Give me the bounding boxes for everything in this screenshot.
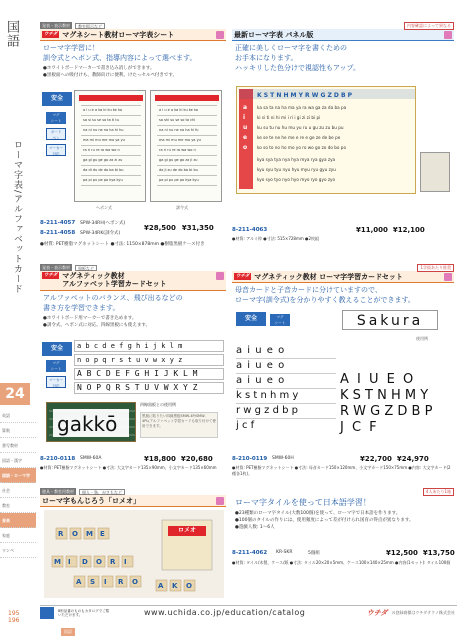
feature-tag: マグ シート (46, 360, 66, 372)
price-ex-tax: ¥18,800 (144, 454, 176, 463)
nav-item[interactable]: 算数 (0, 423, 36, 438)
product-model: SPW-34RH(ヘボン式) (80, 220, 126, 226)
price-row (386, 548, 455, 557)
lead-text: ローマ字学習に！ 訓令式とヘボン式、指導内容によって選べます。 (43, 44, 197, 62)
bullet-list (40, 315, 226, 329)
footer-note: 8桁品番のものもカタログでご覧いただけます。 (58, 608, 110, 617)
price-row (360, 454, 429, 463)
sidebar-nav (0, 408, 36, 558)
nav-item[interactable]: 教室 (0, 498, 36, 513)
svg-text:ke se te ne he me e re e ge: ke se te ne he me e re e ge ze de be pe (257, 135, 341, 140)
category-tag-sub: 個人・塾、がさもなど (79, 489, 125, 495)
bullet-list (232, 510, 452, 531)
sidebar-subtitle: ローマ字表/アルファベットカード (12, 140, 22, 295)
card-row: R W G Z D B P (340, 404, 433, 419)
category-row (232, 264, 454, 271)
example-note: 四線黒板との使用例 (140, 402, 176, 407)
product-row (232, 225, 272, 234)
svg-text:da di du de do ba bi bu: da di du de do ba bi bu (83, 168, 124, 172)
svg-text:I: I (68, 558, 71, 566)
svg-text:ka sa ta na ha ma ya ra wa ga: ka sa ta na ha ma ya ra wa ga za da ba pa (257, 105, 347, 110)
lowercase-row: a b c d e f g h i j k l m (74, 340, 224, 352)
svg-text:ma mi mu me mo ya yu: ma mi mu me mo ya yu (83, 138, 125, 142)
lead-text: ローマ字タイルを使って日本語学習！ (235, 498, 371, 507)
uppercase-row: N O P Q R S T U V W X Y Z (74, 382, 224, 394)
product-title (40, 495, 226, 507)
product-panel-romaji-sheet (40, 22, 226, 254)
nav-item[interactable]: 社会 (0, 483, 36, 498)
lowercase-cards (74, 340, 224, 394)
svg-text:kyu syu tyu nyu hyu myu ryu gy: kyu syu tyu nyu hyu myu ryu gyu zyu (257, 167, 336, 172)
lead-text: 母音カードと子音カードに分けていますので、 ローマ字(訓令式)を分かりやすく教えることができます。 (235, 286, 415, 304)
nav-item[interactable]: 書写教材 (0, 438, 36, 453)
nav-item[interactable]: 家庭 (0, 528, 36, 543)
category-tag: 発表・表示教材 (42, 265, 70, 270)
product-title (40, 29, 226, 41)
svg-text:R: R (110, 558, 116, 566)
bullet-item: ●黒板面への吸付けも、教師向けに便利。けたっセルペ付きです。 (43, 73, 178, 78)
page-number (8, 610, 19, 624)
svg-text:ga gi gu ge go za ji zu: ga gi gu ge go za ji zu (159, 158, 198, 162)
svg-text:pa pi pu pe po kya kyu: pa pi pu pe po kya kyu (83, 178, 123, 182)
product-panel-romaji-cards (232, 264, 454, 482)
four-line-board-graphic (47, 403, 137, 443)
svg-text:u: u (243, 124, 248, 131)
svg-text:sa si su se so ta ti tu: sa si su se so ta ti tu (83, 118, 119, 122)
price-ex-tax: ¥28,500 (144, 223, 176, 232)
page-number-bottom: 196 (8, 617, 20, 624)
svg-text:a i u e o ka ki ku ke ko: a i u e o ka ki ku ke ko (83, 108, 122, 112)
lead-text: アルファベットのバランス、飛び出るなどの 書き方を学習できます。 (43, 294, 183, 312)
price-in-tax: ¥31,350 (181, 223, 214, 232)
product-title-text: マグネシート教材ローマ字表シート (62, 30, 175, 39)
romaji-sheet-image-2 (150, 90, 222, 202)
feature-tag: ボード ペン (46, 128, 66, 140)
trademark-note: の登録商標はウチダテクノ株式会社 (391, 609, 455, 615)
pin-icon (444, 273, 452, 281)
product-code: 8-211-4063 (232, 226, 268, 233)
upper-cards (340, 372, 450, 436)
svg-text:a i u e o ka ki ku ke ko: a i u e o ka ki ku ke ko (159, 108, 198, 112)
pin-icon (216, 31, 224, 39)
spec-text: ●材質: PET樹脂マグネットシート ●寸法: 1150×878mm ●樹脂黒板ケース付き (40, 242, 205, 247)
catalog-url-link[interactable]: www.uchida.co.jp/education/catalog (144, 608, 306, 617)
svg-text:I: I (104, 578, 107, 586)
bullet-item: ●ホワイトボードマーカーで書き込み消しができます。 (43, 66, 155, 71)
label-hepburn: ヘボン式 (96, 205, 112, 210)
pin-icon (216, 272, 224, 280)
flag-tag: 内容確認によって異なる (404, 22, 454, 30)
svg-text:i: i (243, 114, 246, 121)
safety-badge: 安全 (236, 312, 266, 326)
bottom-category-tag: 国語 (61, 628, 75, 636)
nav-item[interactable]: ワンペ (0, 543, 36, 558)
product-code: 8-211-4062 (232, 549, 268, 556)
lower-cards (236, 344, 336, 433)
product-panel-romeo-game (40, 488, 454, 602)
example-caption: 黒板に貼りたい四線黒板SMW-4P/SMW-4PL(アルファベット学習カードも取り付けて使用できます。 (140, 412, 218, 438)
card-row: j c f (236, 420, 255, 431)
product-title (232, 29, 454, 41)
spec-text: ●材質: タイル/木製、ケース/紙 ●寸法: タイル20×20×5mm、ケース100×140×25mm ●内容(1セット): タイル100個 (232, 560, 451, 565)
price-in-tax: ¥24,970 (396, 454, 429, 463)
category-tag-sub: 教室掲示など (75, 23, 105, 29)
card-row: k s t n h m y (236, 389, 336, 404)
price-ex-tax: ¥12,500 (386, 548, 418, 557)
svg-text:pa pi pu pe po kya kyu: pa pi pu pe po kya kyu (159, 178, 199, 182)
product-code: 8-211-4058 (40, 229, 76, 236)
footer-logo (40, 607, 54, 619)
product-model: SPW-34RK(訓令式) (80, 230, 121, 236)
card-row: a i u e o (236, 359, 336, 374)
usage-label: 使用例 (416, 336, 428, 341)
romaji-sheet-graphic (151, 91, 223, 203)
pin-icon (444, 31, 452, 39)
svg-text:A: A (76, 578, 82, 586)
sidebar-title: 国語 (4, 20, 19, 48)
nav-item-active[interactable]: 音楽 (0, 513, 36, 528)
svg-text:R: R (58, 530, 64, 538)
feature-tag: マーカー 対応 (46, 144, 66, 156)
product-qty: 5個組 (308, 550, 320, 556)
romaji-panel-image (236, 86, 416, 194)
category-tag: 遊具・教室用教材 (42, 489, 74, 494)
product-panel-alphabet-cards (40, 264, 226, 482)
category-tag: 発表・表示教材 (42, 23, 70, 28)
price-ex-tax: ¥22,700 (360, 454, 392, 463)
product-row (40, 218, 140, 227)
svg-text:na ni nu ne no ha hi hu: na ni nu ne no ha hi hu (83, 128, 124, 132)
category-row (232, 22, 454, 29)
pin-icon (216, 497, 224, 505)
svg-text:S: S (90, 578, 96, 586)
svg-text:ra ri ru re ro wa wo n: ra ri ru re ro wa wo n (83, 148, 120, 152)
price-row (356, 225, 425, 234)
price-in-tax: ¥20,680 (180, 454, 213, 463)
romaji-sheet-image (74, 90, 146, 202)
sakura-word: Sakura (342, 310, 438, 330)
bullet-item: ●訓令式、ヘボン式に対応。四線黒板にも使えます。 (43, 323, 151, 328)
svg-text:A: A (158, 582, 164, 590)
brand-logo: ウチダ (44, 273, 58, 278)
svg-text:R: R (118, 578, 124, 586)
product-title-text: マグネティック教材 アルファベット学習カードセット (62, 272, 167, 288)
price-in-tax: ¥12,100 (392, 225, 425, 234)
card-row: a i u e o (236, 374, 336, 389)
svg-text:ra ri ru re ro wa wo n: ra ri ru re ro wa wo n (159, 148, 196, 152)
product-row (232, 548, 330, 557)
usage-example-image (420, 152, 450, 192)
spec-text: ●材質: PET樹脂マグネットシート ●寸法: 母音カード150×120mm、小文字カード150×75mm ●内容: 大文字カード(2種各1枚)、 (232, 465, 451, 476)
brand-logo: ウチダ (236, 274, 250, 279)
bullet-item: ●遊戯人数: 1～6人 (235, 525, 275, 530)
section-number: 24 (0, 383, 30, 405)
four-line-board-example (46, 402, 136, 442)
product-code: 8-210-0119 (232, 455, 268, 462)
svg-text:D: D (82, 558, 88, 566)
safety-badge: 安全 (42, 342, 72, 356)
svg-text:K S T N H M Y R W G Z D B P: K S T N H M Y R W G Z D B P (257, 92, 353, 99)
bullet-item: ●ホワイトボード用マーカーで書き込めます。 (43, 316, 137, 321)
svg-text:e: e (243, 134, 248, 141)
svg-text:a: a (243, 104, 248, 111)
svg-text:kya sya tya nya hya mya rya gy: kya sya tya nya hya mya rya gya zya (257, 157, 336, 162)
product-row (40, 228, 140, 237)
svg-text:K: K (172, 582, 178, 590)
bullet-item: ●23種類のローマ字タイル(大数100個)を使って、ローマ字で日本語を作ります。 (235, 511, 401, 516)
product-title-text: 最新ローマ字表 パネル版 (234, 30, 314, 39)
price-ex-tax: ¥11,000 (356, 225, 388, 234)
product-model: SMW-60H (272, 456, 294, 461)
svg-text:ki si ti ni hi mi i ri i g: ki si ti ni hi mi i ri i gi zi zi bi pi (257, 115, 321, 120)
svg-text:ku su tu nu hu mu yu ru u gu: ku su tu nu hu mu yu ru u gu zu zu bu pu (257, 125, 344, 130)
product-model: KR-SKR (276, 550, 293, 555)
lead-text: 正確に美しくローマ字を書くための お手本になります。 ハッキリした色分けで視認性もアップ。 (235, 44, 360, 72)
nav-item[interactable]: 国語・漢字 (0, 453, 36, 468)
nav-item-active[interactable]: 国語・ローマ字 (0, 468, 36, 483)
safety-badge: 安全 (42, 92, 72, 106)
svg-text:I: I (124, 558, 127, 566)
card-row: a i u e o (236, 344, 336, 359)
flag-tag: 1学級あたり推奨 (417, 264, 454, 272)
bullet-list (40, 65, 226, 79)
page-footer (40, 605, 457, 619)
category-row (40, 264, 226, 271)
svg-text:ga gi gu ge go za zi zu: ga gi gu ge go za zi zu (83, 158, 123, 162)
price-in-tax: ¥13,750 (422, 548, 455, 557)
bullet-item: ●100個のタイルの作りには、使用頻度によって差が付けられ国育の得点が異なります。 (235, 518, 414, 523)
feature-tag: マーカー 対応 (46, 376, 66, 388)
product-title (232, 271, 454, 283)
romeo-tiles-image (44, 510, 224, 598)
svg-text:O: O (96, 558, 102, 566)
example-word: gakkō (57, 412, 118, 436)
svg-text:ko so to no ho mo yo ro wo go: ko so to no ho mo yo ro wo go zo do bo po (257, 145, 347, 150)
price-row (144, 454, 213, 463)
product-code: 8-210-0118 (40, 455, 76, 462)
uppercase-row: A B C D E F G H I J K L M (74, 368, 224, 380)
romeo-tiles-graphic (44, 510, 224, 598)
svg-text:O: O (186, 582, 192, 590)
svg-text:M: M (86, 530, 93, 538)
sidebar (0, 0, 36, 639)
lowercase-row: n o p q r s t u v w x y z (74, 354, 224, 366)
card-row: r w g z d b p (236, 404, 336, 419)
product-model: SMW-60A (80, 456, 102, 461)
spec-text: ●材質: アルミ枠 ●寸法: 515×728mm ●2枚組 (232, 236, 320, 241)
category-tag-sub: 黒板など (75, 265, 97, 271)
svg-text:da ji zu de do ba bi bu: da ji zu de do ba bi bu (159, 168, 198, 172)
svg-text:M: M (54, 558, 61, 566)
svg-text:O: O (72, 530, 78, 538)
box-label: ロメオ (177, 527, 196, 534)
romaji-sheet-graphic (75, 91, 147, 203)
card-row: J C F (340, 420, 379, 435)
card-row: A I U E O (340, 372, 416, 387)
romaji-panel-graphic (237, 87, 417, 195)
product-row (40, 454, 140, 463)
product-panel-romaji-panel (232, 22, 454, 254)
spec-text: ●材質: PET樹脂マグネットシート ●寸法: 大文字カード135×90mm、小文字カード135×60mm (40, 465, 217, 470)
nav-item[interactable]: 英語 (0, 408, 36, 423)
product-code: 8-211-4057 (40, 219, 76, 226)
svg-text:kyo syo tyo nyo hyo myo ryo gy: kyo syo tyo nyo hyo myo ryo gyo zyo (257, 177, 336, 182)
flag-tag: 4人あたり1箱 (423, 488, 454, 496)
svg-text:na ni nu ne no ha hi fu: na ni nu ne no ha hi fu (159, 128, 199, 132)
product-title-text: マグネティック教材 ローマ字学習カードセット (254, 272, 403, 281)
svg-text:O: O (132, 578, 138, 586)
category-row (40, 22, 226, 29)
svg-text:ma mi mu me mo ya yu: ma mi mu me mo ya yu (159, 138, 201, 142)
product-row (232, 454, 332, 463)
svg-text:o: o (243, 144, 248, 151)
feature-tag: マグ シート (270, 314, 290, 326)
svg-text:E: E (100, 530, 105, 538)
product-title-text: ローマ字もんじろう「ロメオ」 (42, 496, 140, 505)
brand-logo: ウチダ (44, 32, 58, 37)
product-title (40, 271, 226, 291)
feature-tag: マグ シート (46, 112, 66, 124)
page-number-top: 195 (8, 610, 20, 617)
label-kunrei: 訓令式 (176, 205, 188, 210)
card-row: K S T N H M Y (340, 388, 429, 403)
svg-text:sa shi su se so ta chi: sa shi su se so ta chi (159, 118, 196, 122)
uchida-logo: ウチダ (366, 608, 388, 617)
price-row (144, 223, 214, 232)
category-row (40, 488, 454, 495)
